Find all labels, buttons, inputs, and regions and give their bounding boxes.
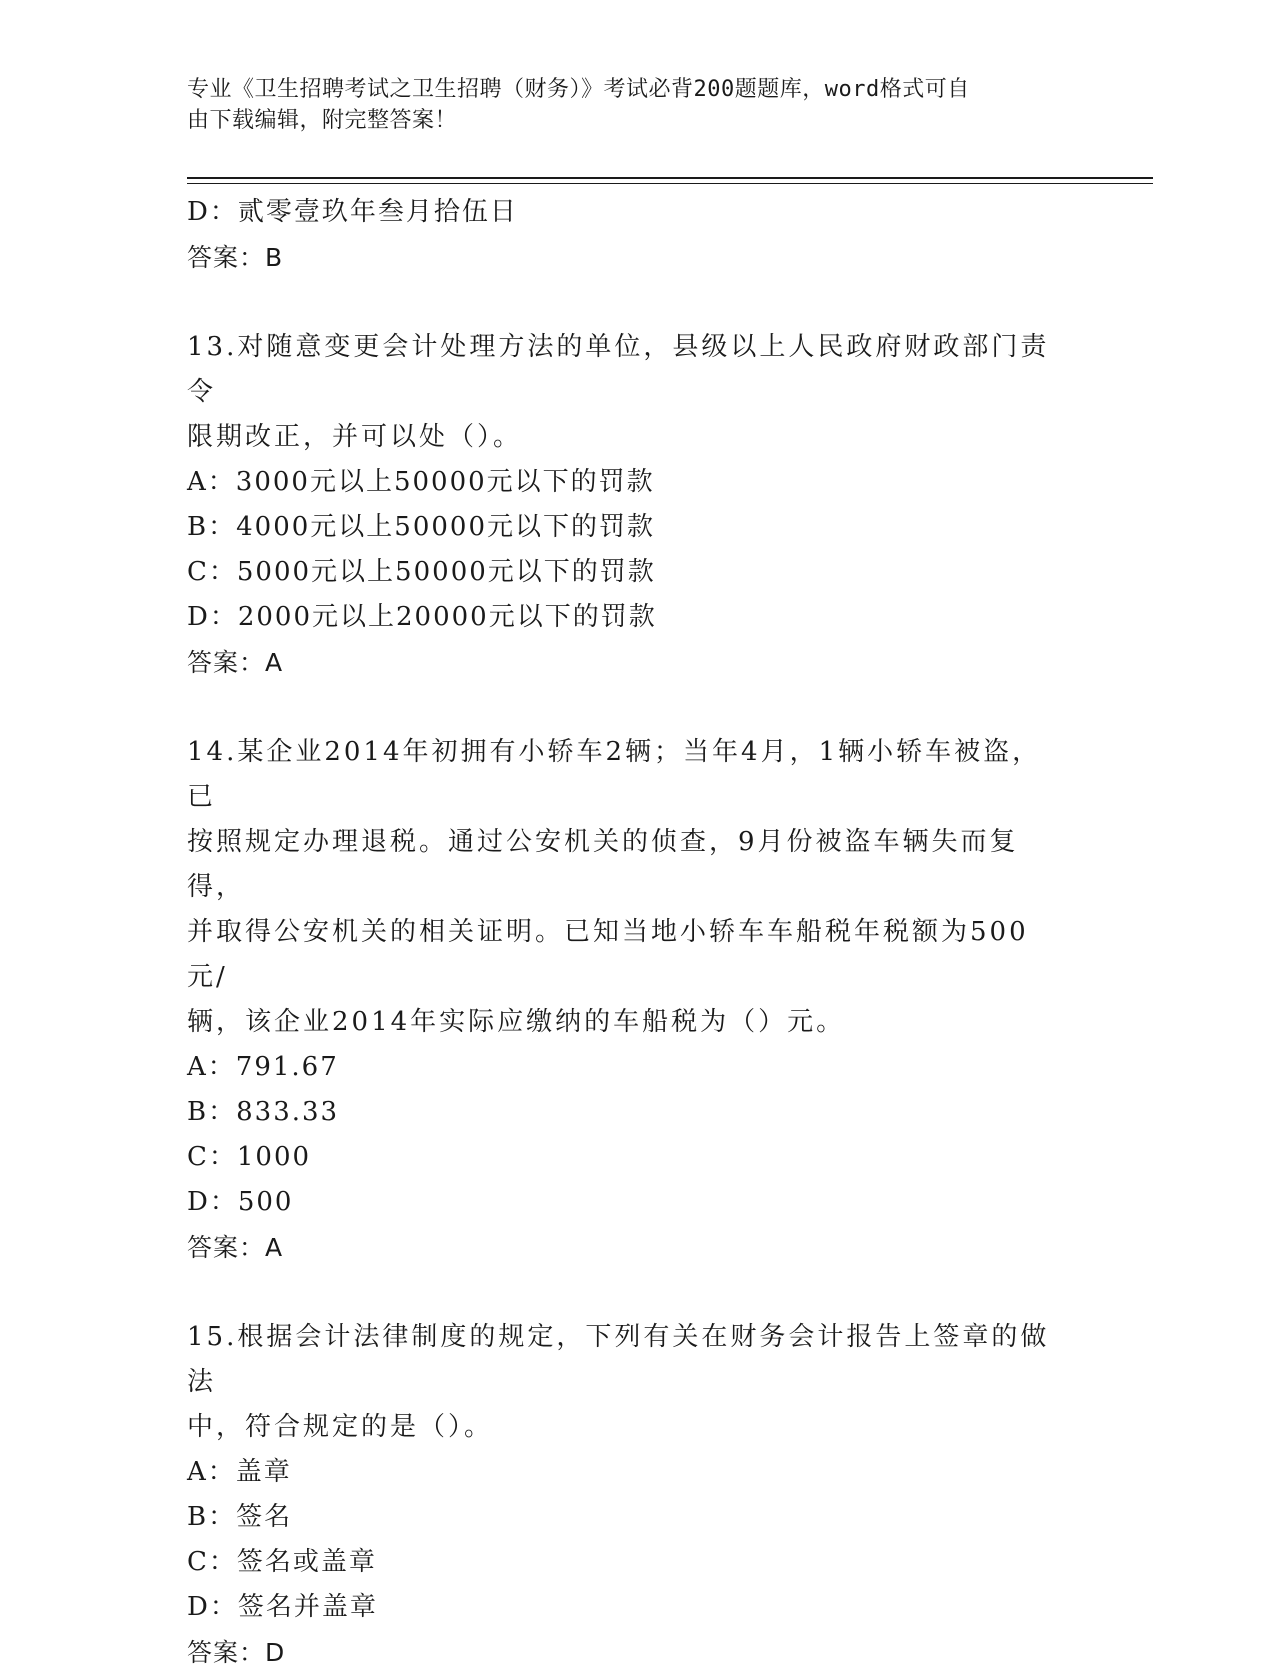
option-b: B：4000元以上50000元以下的罚款 <box>187 512 655 542</box>
stem-line: 13.对随意变更会计处理方法的单位，县级以上人民政府财政部门责令 <box>187 332 1050 407</box>
option-c: C：签名或盖章 <box>187 1547 377 1577</box>
header-divider-thin <box>187 183 1153 184</box>
spacer <box>187 280 1087 325</box>
option-a: A：791.67 <box>187 1052 339 1082</box>
header-line-2: 由下载编辑，附完整答案！ <box>187 108 458 133</box>
option-c: C：1000 <box>187 1142 312 1172</box>
document-header <box>187 74 1067 136</box>
spacer <box>187 1270 1087 1315</box>
stem-line: 并取得公安机关的相关证明。已知当地小轿车车船税年税额为500元/ <box>187 917 1029 992</box>
question-stem <box>187 730 1067 1045</box>
option-a: A：3000元以上50000元以下的罚款 <box>187 467 655 497</box>
question-stem <box>187 325 1067 460</box>
option-d: D：贰零壹玖年叁月拾伍日 <box>187 197 518 227</box>
stem-line: 14.某企业2014年初拥有小轿车2辆；当年4月，1辆小轿车被盗，已 <box>187 737 1042 812</box>
question-12-tail <box>187 190 1087 280</box>
option-a: A：盖章 <box>187 1457 292 1487</box>
option-b: B：833.33 <box>187 1097 340 1127</box>
question-14 <box>187 730 1087 1270</box>
option-d: D：500 <box>187 1187 294 1217</box>
spacer <box>187 685 1087 730</box>
answer-line: 答案：B <box>187 243 284 272</box>
option-d: D：2000元以上20000元以下的罚款 <box>187 602 657 632</box>
question-15 <box>187 1315 1087 1675</box>
option-c: C：5000元以上50000元以下的罚款 <box>187 557 656 587</box>
header-line-1: 专业《卫生招聘考试之卫生招聘（财务）》考试必背200题题库，word格式可自 <box>187 77 970 102</box>
answer-line: 答案：A <box>187 1233 284 1262</box>
stem-line: 15.根据会计法律制度的规定，下列有关在财务会计报告上签章的做法 <box>187 1322 1050 1397</box>
stem-line: 中，符合规定的是（）。 <box>187 1412 494 1442</box>
stem-line: 按照规定办理退税。通过公安机关的侦查，9月份被盗车辆失而复得， <box>187 827 1019 902</box>
stem-line: 辆，该企业2014年实际应缴纳的车船税为（）元。 <box>187 1007 846 1037</box>
option-d: D：签名并盖章 <box>187 1592 378 1622</box>
question-stem <box>187 1315 1067 1450</box>
answer-line: 答案：A <box>187 648 284 677</box>
option-b: B：签名 <box>187 1502 293 1532</box>
header-divider-thick <box>187 177 1153 179</box>
question-13 <box>187 325 1087 685</box>
document-body <box>187 190 1087 1675</box>
stem-line: 限期改正，并可以处（）。 <box>187 422 523 452</box>
answer-line: 答案：D <box>187 1638 286 1667</box>
